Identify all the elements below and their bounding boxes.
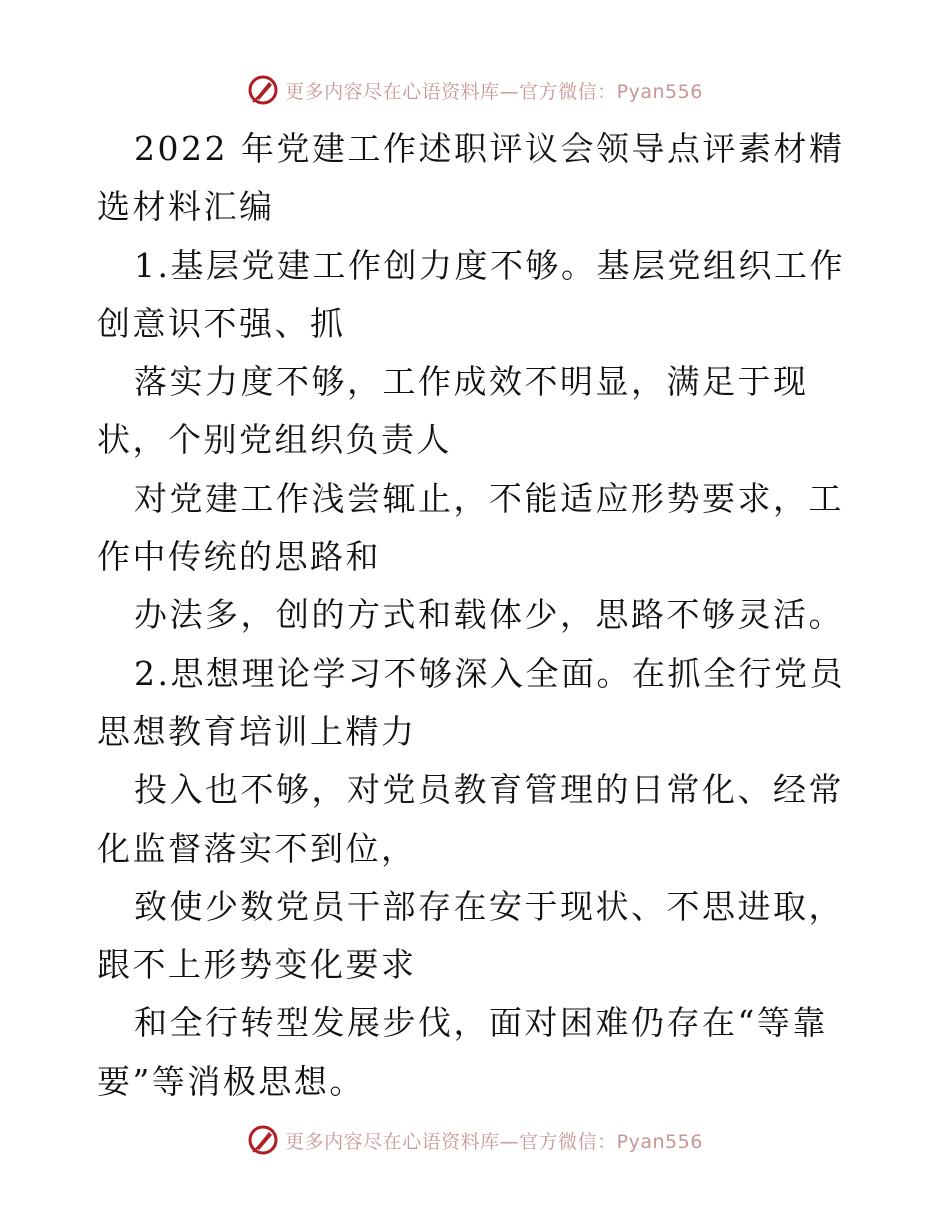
paragraph: 1.基层党建工作创力度不够。基层党组织工作创意识不强、抓 [97,245,845,343]
paragraph: 2.思想理论学习不够深入全面。在抓全行党员思想教育培训上精力 [97,653,845,751]
paragraph: 办法多，创的方式和载体少，思路不够灵活。 [134,595,844,635]
header-banner [0,70,950,110]
quill-logo-icon [247,74,279,106]
paragraph: 和全行转型发展步伐，面对困难仍存在“等靠要”等消极思想。 [97,1003,828,1101]
paragraph: 落实力度不够，工作成效不明显，满足于现状，个别党组织负责人 [97,362,809,460]
footer-banner [0,1120,950,1160]
footer-banner-text: 更多内容尽在心语资料库—官方微信：Pyan556 [285,1130,703,1153]
header-banner-text: 更多内容尽在心语资料库—官方微信：Pyan556 [285,80,703,103]
paragraph: 致使少数党员干部存在安于现状、不思进取，跟不上形势变化要求 [97,886,844,985]
paragraph: 对党建工作浅尝辄止，不能适应形势要求，工作中传统的思路和 [97,478,844,577]
paragraph: 投入也不够，对党员教育管理的日常化、经常化监督落实不到位， [97,770,844,868]
quill-logo-icon [247,1124,279,1156]
document-body [97,120,857,1111]
document-title: 2022 年党建工作述职评议会领导点评素材精选材料汇编 [97,129,845,227]
